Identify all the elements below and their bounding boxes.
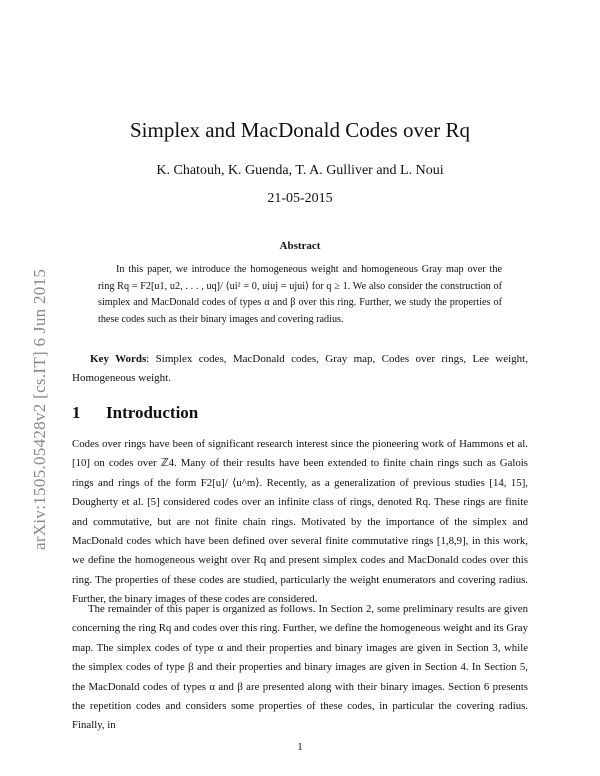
- paper-authors: K. Chatouh, K. Guenda, T. A. Gulliver and L. Noui: [156, 163, 444, 178]
- section-number: 1: [72, 403, 81, 422]
- section-heading: [72, 403, 198, 423]
- paper-title: Simplex and MacDonald Codes over Rq: [129, 118, 471, 142]
- body-paragraph: The remainder of this paper is organized as follows. In Section 2, some preliminary results are given concerning the ring Rq and codes over this ring. Further, we define the homogeneous weight and its Gray map. The simplex codes of type α and their properties and binary images are given in Section 3, while the simplex codes of type β and their properties and binary images are given in Section 4. In Section 5, the MacDonald codes of types α and β are presented along with their binary images. Section 6 presents the repetition codes and considers some properties of these codes, in particular the covering radius. Finally, in: [72, 603, 528, 732]
- keywords-label: Key Words: [90, 353, 147, 365]
- paper-date: 21-05-2015: [267, 191, 333, 206]
- keywords: [72, 350, 528, 388]
- body-paragraph: Codes over rings have been of significant research interest since the pioneering work of Hammons et al. [10] on codes over ℤ4. Many of their results have been extended to finite chain rings such as Galois rings and rings of the form F2[u]/ ⟨u^m⟩. Recently, as a generalization of previous studies [14, 15], Dougherty et al. [5] considered codes over an infinite class of rings, denoted Rq. These rings are finite and commutative, but are not finite chain rings. Motivated by the importance of the simplex and MacDonald codes which have been defined over several finite commutative rings [1,8,9], in this work, we define the homogeneous weight over Rq and present simplex codes and MacDonald codes over this ring. The properties of these codes are studied, particularly the weight enumerators and covering radius. Further, the binary images of these codes are considered.: [72, 438, 528, 606]
- page-number: 1: [297, 741, 303, 753]
- keywords-text: : Simplex codes, MacDonald codes, Gray map, Codes over rings, Lee weight, Homogeneous weight.: [72, 353, 528, 384]
- abstract-text: In this paper, we introduce the homogeneous weight and homogeneous Gray map over the ring Rq = F2[u1, u2, . . . , uq]/ ⟨ui² = 0, uiuj = ujui⟩ for q ≥ 1. We also consider the construction of simplex and MacDonald codes of types α and β over this ring. Further, we study the properties of these codes such as their binary images and covering radius.: [98, 264, 502, 325]
- abstract-heading: Abstract: [279, 240, 321, 252]
- section-title: Introduction: [106, 403, 199, 422]
- arxiv-identifier: arXiv:1505.05428v2 [cs.IT] 6 Jun 2015: [30, 268, 49, 550]
